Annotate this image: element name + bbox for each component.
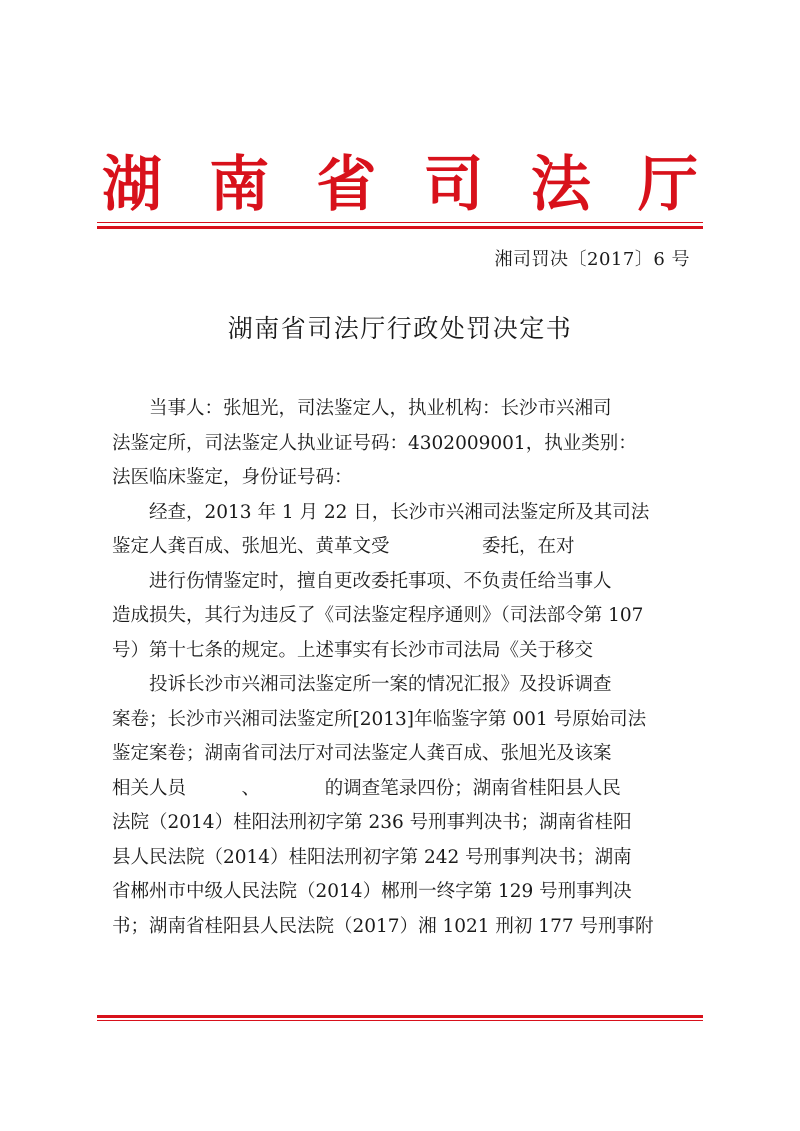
masthead-divider-thin: [97, 222, 703, 223]
footer-divider-thin: [97, 1020, 703, 1021]
body-line: 书；湖南省桂阳县人民法院（2017）湘 1021 刑初 177 号刑事附: [112, 915, 654, 937]
body-line: 县人民法院（2014）桂阳法刑初字第 242 号刑事判决书；湖南: [112, 846, 632, 868]
masthead-char: 省: [316, 150, 377, 220]
body-line: 案卷；长沙市兴湘司法鉴定所[2013]年临鉴字第 001 号原始司法: [112, 708, 647, 730]
document-body: [112, 392, 702, 944]
body-line: 省郴州市中级人民法院（2014）郴刑一终字第 129 号刑事判决: [112, 881, 632, 902]
body-line: 进行伤情鉴定时，擅自更改委托事项、不负责任给当事人: [112, 570, 612, 592]
body-line: 当事人：张旭光，司法鉴定人，执业机构：长沙市兴湘司: [112, 398, 612, 419]
body-line: 经查，2013 年 1 月 22 日，长沙市兴湘司法鉴定所及其司法: [112, 501, 650, 523]
masthead-char: 法: [530, 150, 591, 220]
masthead-char: 南: [209, 150, 270, 220]
masthead-title: [100, 150, 700, 220]
masthead-divider-thick: [97, 226, 703, 229]
body-line: 法鉴定所，司法鉴定人执业证号码：4302009001，执业类别：: [112, 432, 637, 454]
masthead-char: 湖: [102, 150, 162, 220]
body-line: 法医临床鉴定，身份证号码：: [112, 467, 353, 488]
document-number: 湘司罚决〔2017〕6 号: [494, 249, 690, 270]
footer-divider-thick: [97, 1015, 703, 1018]
document-title: 湖南省司法厅行政处罚决定书: [227, 314, 573, 343]
body-line: 鉴定案卷；湖南省司法厅对司法鉴定人龚百成、张旭光及该案: [112, 743, 612, 764]
body-line: 号）第十七条的规定。上述事实有长沙市司法局《关于移交: [112, 639, 594, 661]
body-line: 造成损失，其行为违反了《司法鉴定程序通则》（司法部令第 107: [112, 605, 644, 626]
body-line: 鉴定人龚百成、张旭光、黄革文受 委托，在对: [112, 536, 575, 557]
body-line: 法院（2014）桂阳法刑初字第 236 号刑事判决书；湖南省桂阳: [112, 812, 632, 833]
body-line: 投诉长沙市兴湘司法鉴定所一案的情况汇报》及投诉调查: [112, 674, 612, 695]
masthead-char: 司: [423, 150, 484, 220]
body-line: 相关人员 、 的调查笔录四份；湖南省桂阳县人民: [112, 777, 621, 799]
masthead-char: 厅: [637, 150, 698, 220]
